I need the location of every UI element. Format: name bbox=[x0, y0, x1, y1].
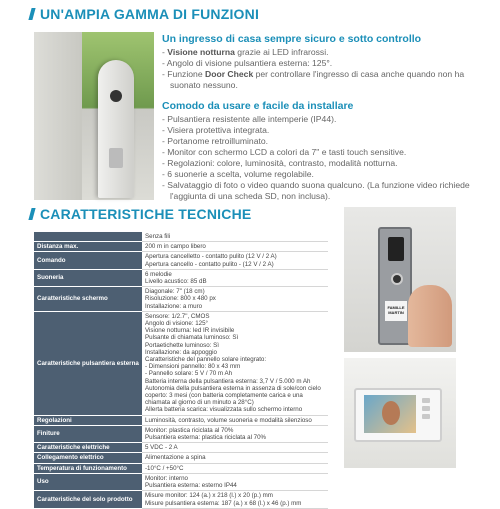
spec-row bbox=[34, 311, 328, 415]
spec-key: Collegamento elettrico bbox=[34, 453, 142, 463]
spec-row bbox=[34, 415, 328, 425]
feature-item: - Pulsantiera resistente alle intemperie (IP44). bbox=[162, 114, 337, 124]
finger-shape bbox=[408, 285, 452, 347]
spec-key: Comando bbox=[34, 252, 142, 269]
spec-value: Monitor: plastica riciclata al 70% Pulsantiera esterna: plastica riciclata al 70% bbox=[142, 425, 328, 442]
spec-row bbox=[34, 473, 328, 490]
spec-value: Alimentazione a spina bbox=[142, 453, 328, 463]
feature-block-security bbox=[162, 33, 482, 91]
spec-row bbox=[34, 287, 328, 312]
spec-value: Senza fili bbox=[142, 232, 328, 242]
spec-row bbox=[34, 491, 328, 508]
section-title-functions: UN'AMPIA GAMMA DI FUNZIONI bbox=[30, 6, 259, 22]
spec-key: Finiture bbox=[34, 425, 142, 442]
section-title-specs: CARATTERISTICHE TECNICHE bbox=[30, 206, 251, 222]
spec-key bbox=[34, 232, 142, 242]
feature-item: - Portanome retroilluminato. bbox=[162, 136, 269, 146]
feature-item: - Salvataggio di foto o video quando suona qualcuno. (La funzione video richiede l'aggiunta di una scheda SD, non inclusa). bbox=[162, 180, 470, 201]
spec-key: Distanza max. bbox=[34, 242, 142, 252]
spec-value: Sensore: 1/2.7", CMOS Angolo di visione: 125° Visione notturna: led IR invisibile Pulsante di chiamata luminoso: Sì Portaetichette luminoso: Sì Installazione: da appoggio Caratteristiche del pannello solare integrato: - Dimensioni pannello: 80 x 43 mm - Pannello solare: 5 V / 70 m Ah Batteria interna della pulsantiera esterna: 3,7 V / 5.000 m Ah Autonomia della pulsantiera esterna in assenza di sole/con cielo coperto: 3 mesi (con batteria completamente carica e una chiamata al giorno di un minuto a 28°C) Allerta batteria scarica: visualizzata sullo schermo interno bbox=[142, 311, 328, 415]
spec-row bbox=[34, 242, 328, 252]
bell-button-icon bbox=[391, 273, 403, 285]
feature-item: - Funzione Door Check per controllare l'ingresso di casa anche quando non ha suonato nessuno. bbox=[162, 69, 465, 90]
indoor-monitor-photo bbox=[344, 358, 456, 468]
spec-value: 5 VDC - 2 A bbox=[142, 443, 328, 453]
title-marker-icon bbox=[28, 208, 35, 220]
spec-value: Diagonale: 7" (18 cm) Risoluzione: 800 x 480 px Installazione: a muro bbox=[142, 287, 328, 312]
spec-key: Caratteristiche del solo prodotto bbox=[34, 491, 142, 508]
doorbell-outdoor-photo bbox=[34, 32, 154, 200]
feature-title: Un ingresso di casa sempre sicuro e sotto controllo bbox=[162, 33, 422, 45]
title-marker-icon bbox=[28, 8, 35, 20]
feature-item: - Monitor con schermo LCD a colori da 7" e tasti touch sensitive. bbox=[162, 147, 407, 157]
spec-table bbox=[34, 232, 328, 509]
feature-item: - Visione notturna grazie ai LED infrarossi. bbox=[162, 47, 329, 57]
feature-list bbox=[162, 114, 482, 202]
feature-item: - Angolo di visione pulsantiera esterna: 125°. bbox=[162, 58, 333, 68]
feature-item: - Visiera protettiva integrata. bbox=[162, 125, 270, 135]
spec-row bbox=[34, 463, 328, 473]
spec-key: Caratteristiche pulsantiera esterna bbox=[34, 311, 142, 415]
spec-key: Caratteristiche elettriche bbox=[34, 443, 142, 453]
monitor-keys-icon bbox=[422, 398, 436, 430]
name-plate: FAMILLE MARTIN bbox=[385, 301, 407, 321]
camera-lens-icon bbox=[388, 237, 404, 261]
spec-key: Suoneria bbox=[34, 269, 142, 286]
spec-value: 6 melodie Livello acustico: 85 dB bbox=[142, 269, 328, 286]
spec-row bbox=[34, 443, 328, 453]
feature-item: - Regolazioni: colore, luminosità, contrasto, modalità notturna. bbox=[162, 158, 398, 168]
feature-block-install bbox=[162, 100, 482, 202]
spec-value: Monitor: interno Pulsantiera esterna: esterno IP44 bbox=[142, 473, 328, 490]
spec-value: -10°C / +50°C bbox=[142, 463, 328, 473]
spec-row bbox=[34, 269, 328, 286]
feature-item: - 6 suonerie a scelta, volume regolabile. bbox=[162, 169, 314, 179]
feature-list bbox=[162, 47, 482, 91]
spec-value: Luminosità, contrasto, volume suoneria e modalità silenzioso bbox=[142, 415, 328, 425]
spec-value: 200 m in campo libero bbox=[142, 242, 328, 252]
doorbell-panel-photo bbox=[344, 207, 456, 352]
spec-value: Apertura cancelletto - contatto pulito (12 V / 2 A) Apertura cancello - contatto pulito - (12 V / 2 A) bbox=[142, 252, 328, 269]
spec-key: Uso bbox=[34, 473, 142, 490]
spec-key: Regolazioni bbox=[34, 415, 142, 425]
spec-value: Misure monitor: 124 (a.) x 218 (l.) x 20 (p.) mm Misure pulsantiera esterna: 187 (a.) x 68 (l.) x 46 (p.) mm bbox=[142, 491, 328, 508]
spec-row bbox=[34, 425, 328, 442]
spec-row bbox=[34, 453, 328, 463]
spec-key: Caratteristiche schermo bbox=[34, 287, 142, 312]
spec-key: Temperatura di funzionamento bbox=[34, 463, 142, 473]
spec-row bbox=[34, 232, 328, 242]
feature-title: Comodo da usare e facile da installare bbox=[162, 100, 354, 112]
spec-row bbox=[34, 252, 328, 269]
